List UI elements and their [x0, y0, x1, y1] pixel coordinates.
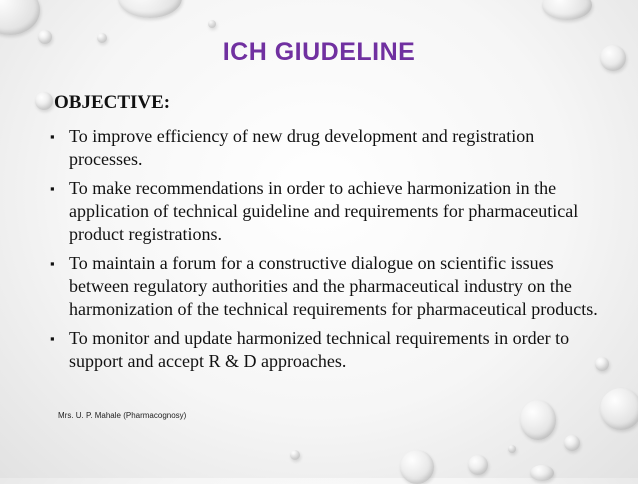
bullet-text: To make recommendations in order to achieve harmonization in the application of technical guideline and requirements for pharmaceutical product registrations. — [69, 178, 579, 244]
water-droplet — [508, 445, 516, 453]
water-droplet — [530, 465, 554, 481]
list-item — [50, 252, 610, 321]
water-droplet — [35, 92, 53, 110]
bullet-text: To maintain a forum for a constructive dialogue on scientific issues between regulatory authorities and the pharmaceutical industry on the harmonization of the technical requirements for pharmaceutical products. — [69, 253, 598, 319]
water-droplet — [400, 450, 434, 484]
water-droplet — [520, 400, 556, 440]
footer-author: Mrs. U. P. Mahale (Pharmacognosy) — [58, 411, 187, 420]
list-item — [50, 125, 610, 171]
water-droplet — [542, 0, 592, 20]
square-bullet-icon: ▪ — [50, 181, 55, 196]
square-bullet-icon: ▪ — [50, 256, 55, 271]
objective-bullet-list — [50, 125, 610, 379]
square-bullet-icon: ▪ — [50, 331, 55, 346]
water-droplet — [600, 388, 638, 430]
water-droplet — [208, 20, 216, 28]
water-droplet — [118, 0, 182, 18]
list-item — [50, 177, 610, 246]
water-droplet — [564, 435, 580, 451]
square-bullet-icon: ▪ — [50, 129, 55, 144]
bullet-text: To improve efficiency of new drug development and registration processes. — [69, 126, 535, 169]
objective-heading: OBJECTIVE: — [54, 92, 171, 113]
water-droplet — [290, 450, 300, 460]
slide-title: ICH GIUDELINE — [222, 38, 416, 66]
bullet-text: To monitor and update harmonized technical requirements in order to support and accept R & D approaches. — [69, 328, 570, 371]
water-droplet — [0, 0, 40, 35]
list-item — [50, 327, 610, 373]
water-droplet — [468, 455, 488, 475]
